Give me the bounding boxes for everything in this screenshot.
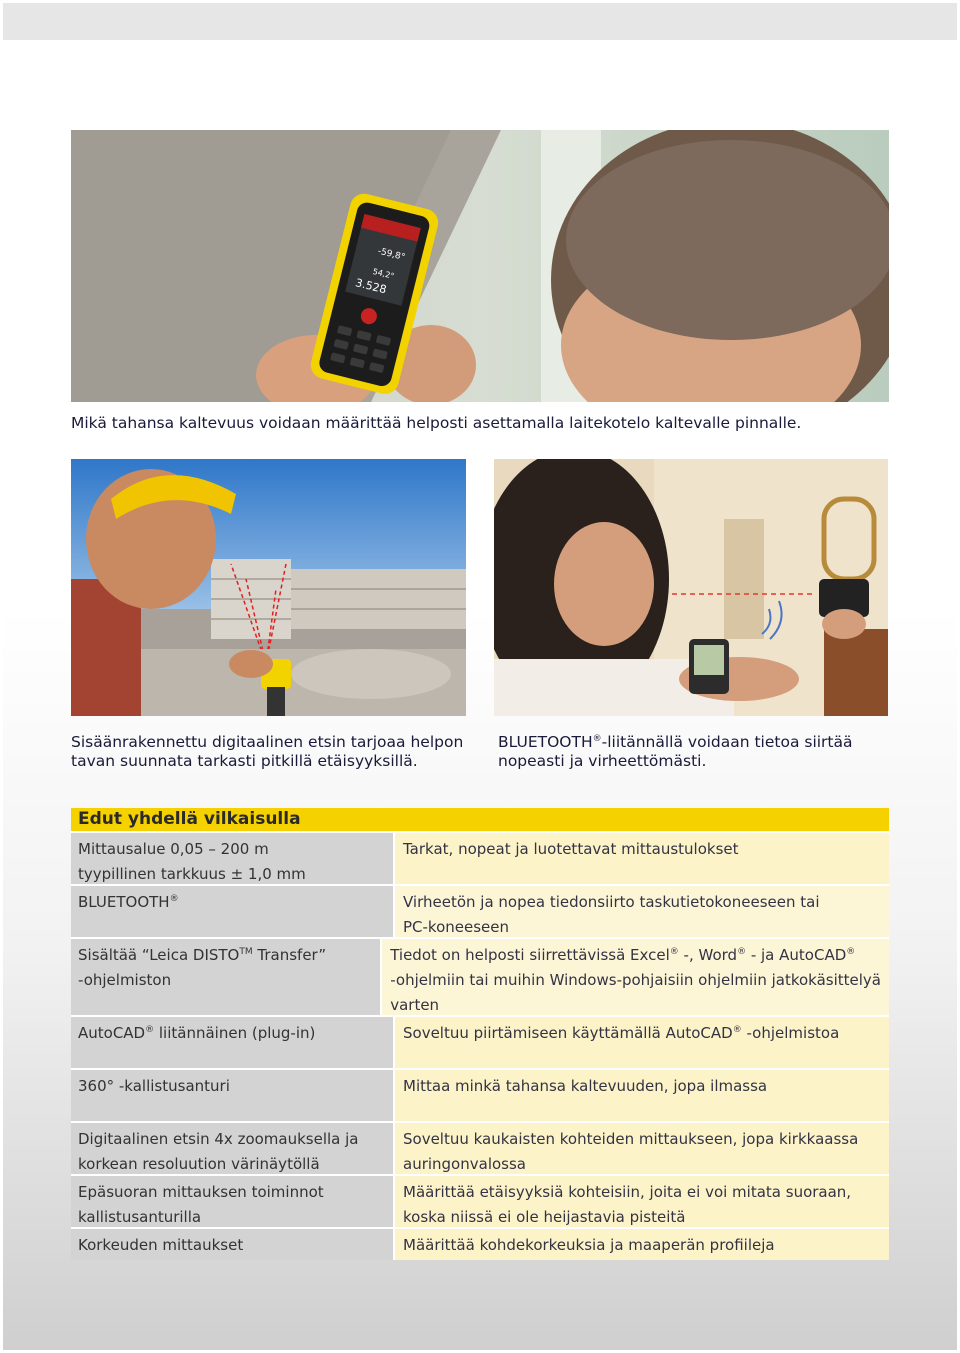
benefit-cell [393,1229,889,1260]
feature-text: 360° -kallistusanturi [78,1077,230,1095]
table-title: Edut yhdellä vilkaisulla [71,808,889,831]
caption-right-text: -liitännällä voidaan tietoa siirtää [601,733,853,751]
feature-bluetooth: BLUETOOTH [78,893,170,911]
benefit-text: koska niissä ei ole heijastavia pisteitä [403,1208,686,1226]
feature-text: -ohjelmiston [78,971,172,989]
header-bar [3,3,957,40]
benefit-text: Mittaa minkä tahansa kaltevuuden, jopa ilmassa [403,1077,768,1095]
benefit-text [390,943,881,968]
feature-cell [71,939,380,1015]
benefit-text: PC-koneeseen [403,918,510,936]
table-row [71,1068,889,1121]
feature-text [78,1021,386,1046]
feature-cell [71,886,393,937]
device-reading-3: 3.528 [354,276,388,297]
table-row [71,1015,889,1068]
feature-text [78,943,373,968]
benefit-text-b: -ohjelmistoa [741,1024,840,1042]
photo-construction-site [71,459,466,716]
device-reading-2: 54,2° [371,266,396,281]
benefit-cell [393,1176,889,1227]
feature-text-a: AutoCAD [78,1024,146,1042]
feature-text-a: Sisältää “Leica DISTO [78,946,240,964]
benefit-cell [393,1123,889,1174]
feature-text: kallistusanturilla [78,1208,202,1226]
benefit-text: Määrittää kohdekorkeuksia ja maaperän profiileja [403,1236,775,1254]
device-reading-1: -59,8° [376,246,407,263]
feature-cell [71,1017,393,1068]
registered-mark: ® [846,947,856,957]
photo-bluetooth-transfer [494,459,888,716]
caption-left-line-2: tavan suunnata tarkasti pitkillä etäisyyksillä. [71,752,418,770]
registered-mark: ® [732,1025,742,1035]
benefit-text: -ohjelmiin tai muihin Windows-pohjaisiin ohjelmiin jatkokäsittelyä [390,971,881,989]
feature-text: Korkeuden mittaukset [78,1236,244,1254]
feature-cell [71,1123,393,1174]
benefit-text: Soveltuu kaukaisten kohteiden mittaukseen, jopa kirkkaassa [403,1130,859,1148]
benefit-text-c: - ja AutoCAD [746,946,847,964]
benefit-text: Virheetön ja nopea tiedonsiirto taskutietokoneeseen tai [403,893,820,911]
table-row [71,1227,889,1260]
caption-right-line-2: nopeasti ja virheettömästi. [498,752,707,770]
feature-text: tyypillinen tarkkuus ± 1,0 mm [78,865,306,883]
table-row [71,1174,889,1227]
benefit-cell [393,886,889,937]
benefit-text-b: -, Word [678,946,738,964]
benefit-text-a: Tiedot on helposti siirrettävissä Excel [390,946,670,964]
feature-cell [71,1229,393,1260]
registered-mark: ® [737,947,747,957]
feature-text-b: Transfer” [252,946,327,964]
benefit-text: varten [390,996,440,1014]
table-row [71,884,889,937]
trademark-mark: TM [239,947,253,957]
benefit-cell [380,939,889,1015]
features-table [71,808,889,1260]
caption-tilt: Mikä tahansa kaltevuus voidaan määrittää helposti asettamalla laitekotelo kaltevalle pinnalle. [71,414,802,432]
benefit-text: Tarkat, nopeat ja luotettavat mittaustulokset [403,840,739,858]
feature-text: korkean resoluution värinäytöllä [78,1155,320,1173]
feature-text: Epäsuoran mittauksen toiminnot [78,1183,324,1201]
registered-mark: ® [169,894,179,904]
caption-bluetooth [498,733,898,771]
table-row [71,937,889,1015]
benefit-cell [393,1070,889,1121]
benefit-text: auringonvalossa [403,1155,526,1173]
registered-mark: ® [145,1025,155,1035]
feature-text [78,890,386,915]
benefit-cell [393,1017,889,1068]
benefit-cell [393,833,889,884]
feature-text: Mittausalue 0,05 – 200 m [78,840,269,858]
registered-mark: ® [592,733,602,744]
registered-mark: ® [669,947,679,957]
benefit-text [403,1021,881,1046]
feature-text-b: liitännäinen (plug-in) [154,1024,316,1042]
benefit-text: Määrittää etäisyyksiä kohteisiin, joita ei voi mitata suoraan, [403,1183,852,1201]
benefit-text-a: Soveltuu piirtämiseen käyttämällä AutoCAD [403,1024,733,1042]
feature-cell [71,833,393,884]
feature-cell [71,1176,393,1227]
table-row [71,831,889,884]
caption-right-bt: BLUETOOTH [498,733,593,751]
caption-digital-finder [71,733,486,771]
feature-text: Digitaalinen etsin 4x zoomauksella ja [78,1130,359,1148]
photo-tilt-measurement [71,130,889,402]
feature-cell [71,1070,393,1121]
caption-left-line-1: Sisäänrakennettu digitaalinen etsin tarjoaa helpon [71,733,464,751]
table-row [71,1121,889,1174]
